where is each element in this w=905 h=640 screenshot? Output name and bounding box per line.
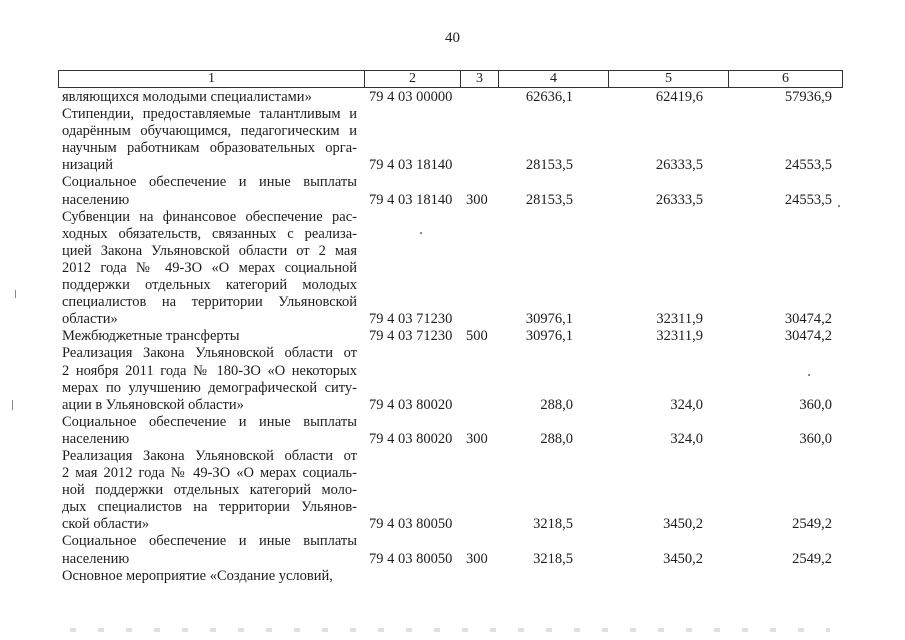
description-line: Социальное обеспечение и иные выплаты	[62, 533, 357, 550]
row-description	[62, 533, 357, 567]
column-header-2: 2	[365, 71, 461, 87]
scan-mark	[420, 232, 422, 234]
row-description	[62, 106, 357, 174]
budget-code: 79 4 03 71230	[369, 311, 453, 328]
column-header-1: 1	[59, 71, 365, 87]
value-column-4: 3218,5	[533, 516, 573, 533]
description-line: Основное мероприятие «Создание условий,	[62, 567, 333, 584]
scan-mark	[12, 400, 13, 410]
description-line: низаций	[62, 157, 113, 174]
table-row	[0, 174, 905, 208]
budget-code: 79 4 03 00000	[369, 89, 453, 105]
expense-type: 300	[466, 550, 488, 567]
expense-type: 500	[466, 328, 488, 345]
value-column-6: 57936,9	[784, 89, 832, 105]
value-column-4: 3218,5	[533, 550, 573, 567]
table-row	[0, 345, 905, 413]
budget-code: 79 4 03 80020	[369, 430, 453, 447]
value-column-4: 28153,5	[525, 191, 573, 208]
row-description	[62, 174, 357, 208]
value-column-6: 24553,5	[784, 157, 832, 174]
description-line: Субвенции на финансовое обеспечение рас-	[62, 208, 357, 225]
value-column-4: 288,0	[540, 430, 573, 447]
description-line: 2 ноября 2011 года № 180-ЗО «О некоторых	[62, 362, 357, 379]
value-column-5: 26333,5	[655, 191, 703, 208]
value-column-5: 324,0	[670, 396, 703, 413]
value-column-5: 26333,5	[655, 157, 703, 174]
column-header-6: 6	[782, 71, 789, 86]
table-row	[0, 209, 905, 329]
table-row	[0, 89, 905, 106]
description-line: цией Закона Ульяновской области от 2 мая	[62, 242, 357, 259]
table-row	[0, 106, 905, 174]
column-header-3: 3	[461, 71, 499, 87]
value-column-6: 30474,2	[784, 328, 832, 345]
description-line: населению	[62, 550, 130, 567]
description-line: области»	[62, 311, 118, 328]
table-header	[58, 70, 843, 88]
expense-type: 300	[466, 430, 488, 447]
value-column-5: 324,0	[670, 430, 703, 447]
description-line: одарённым обучающимся, педагогическим и	[62, 123, 357, 140]
budget-code: 79 4 03 80050	[369, 550, 453, 567]
description-line: научным работникам образовательных орга-	[62, 140, 357, 157]
value-column-5: 3450,2	[663, 550, 703, 567]
table-body	[0, 89, 905, 585]
description-line: 2 мая 2012 года № 49-ЗО «О мерах социаль-	[62, 465, 357, 482]
table-row	[0, 414, 905, 448]
row-description	[62, 448, 357, 533]
scan-mark	[15, 290, 16, 298]
value-column-5: 32311,9	[656, 311, 703, 328]
description-line: поддержки отдельных категорий молодых	[62, 277, 357, 294]
value-column-6: 360,0	[799, 430, 832, 447]
value-column-6: 360,0	[799, 396, 832, 413]
row-description	[62, 328, 357, 345]
page-number: 40	[445, 30, 460, 46]
value-column-4: 30976,1	[525, 328, 573, 345]
value-column-6: 30474,2	[784, 311, 832, 328]
table-row	[0, 448, 905, 533]
description-line: ской области»	[62, 516, 150, 533]
value-column-6: 2549,2	[792, 550, 832, 567]
row-description	[62, 345, 357, 413]
description-line: мерах по улучшению демографической ситу-	[62, 379, 357, 396]
budget-code: 79 4 03 18140	[369, 157, 453, 174]
value-column-6: 2549,2	[792, 516, 832, 533]
value-column-4: 62636,1	[525, 89, 573, 105]
expense-type: 300	[466, 191, 488, 208]
description-line: Реализация Закона Ульяновской области от	[62, 345, 357, 362]
value-column-4: 28153,5	[525, 157, 573, 174]
scan-mark	[808, 374, 810, 376]
description-line: 2012 года № 49-ЗО «О мерах социальной	[62, 259, 357, 276]
description-line: Социальное обеспечение и иные выплаты	[62, 174, 357, 191]
description-line: дых специалистов на территории Ульянов-	[62, 499, 357, 516]
table-row	[0, 533, 905, 567]
budget-code: 79 4 03 80050	[369, 516, 453, 533]
scan-mark	[838, 205, 840, 207]
row-description	[62, 89, 357, 106]
description-line: ной поддержки отдельных категорий моло-	[62, 482, 357, 499]
budget-code: 79 4 03 71230	[369, 328, 453, 345]
table-row	[0, 328, 905, 345]
column-header-4: 4	[499, 71, 609, 87]
value-column-5: 62419,6	[655, 89, 703, 105]
description-line: населению	[62, 191, 130, 208]
description-line: Межбюджетные трансферты	[62, 328, 240, 345]
value-column-6: 24553,5	[784, 191, 832, 208]
description-line: Социальное обеспечение и иные выплаты	[62, 413, 357, 430]
row-description	[62, 209, 357, 329]
value-column-5: 3450,2	[663, 516, 703, 533]
description-line: населению	[62, 430, 130, 447]
value-column-4: 30976,1	[525, 311, 573, 328]
value-column-4: 288,0	[540, 396, 573, 413]
column-header-5: 5	[609, 71, 729, 87]
budget-code: 79 4 03 18140	[369, 191, 453, 208]
table-row	[0, 568, 905, 585]
row-description	[62, 414, 357, 448]
description-line: являющихся молодыми специалистами»	[62, 89, 312, 105]
description-line: Реализация Закона Ульяновской области от	[62, 447, 357, 464]
row-description	[62, 568, 357, 585]
description-line: ации в Ульяновской области»	[62, 396, 244, 413]
budget-code: 79 4 03 80020	[369, 396, 453, 413]
value-column-5: 32311,9	[656, 328, 703, 345]
description-line: ходных обязательств, связанных с реализа-	[62, 225, 357, 242]
description-line: специалистов на территории Ульяновской	[62, 294, 357, 311]
scan-noise	[70, 628, 830, 632]
description-line: Стипендии, предоставляемые талантливым и	[62, 106, 357, 123]
